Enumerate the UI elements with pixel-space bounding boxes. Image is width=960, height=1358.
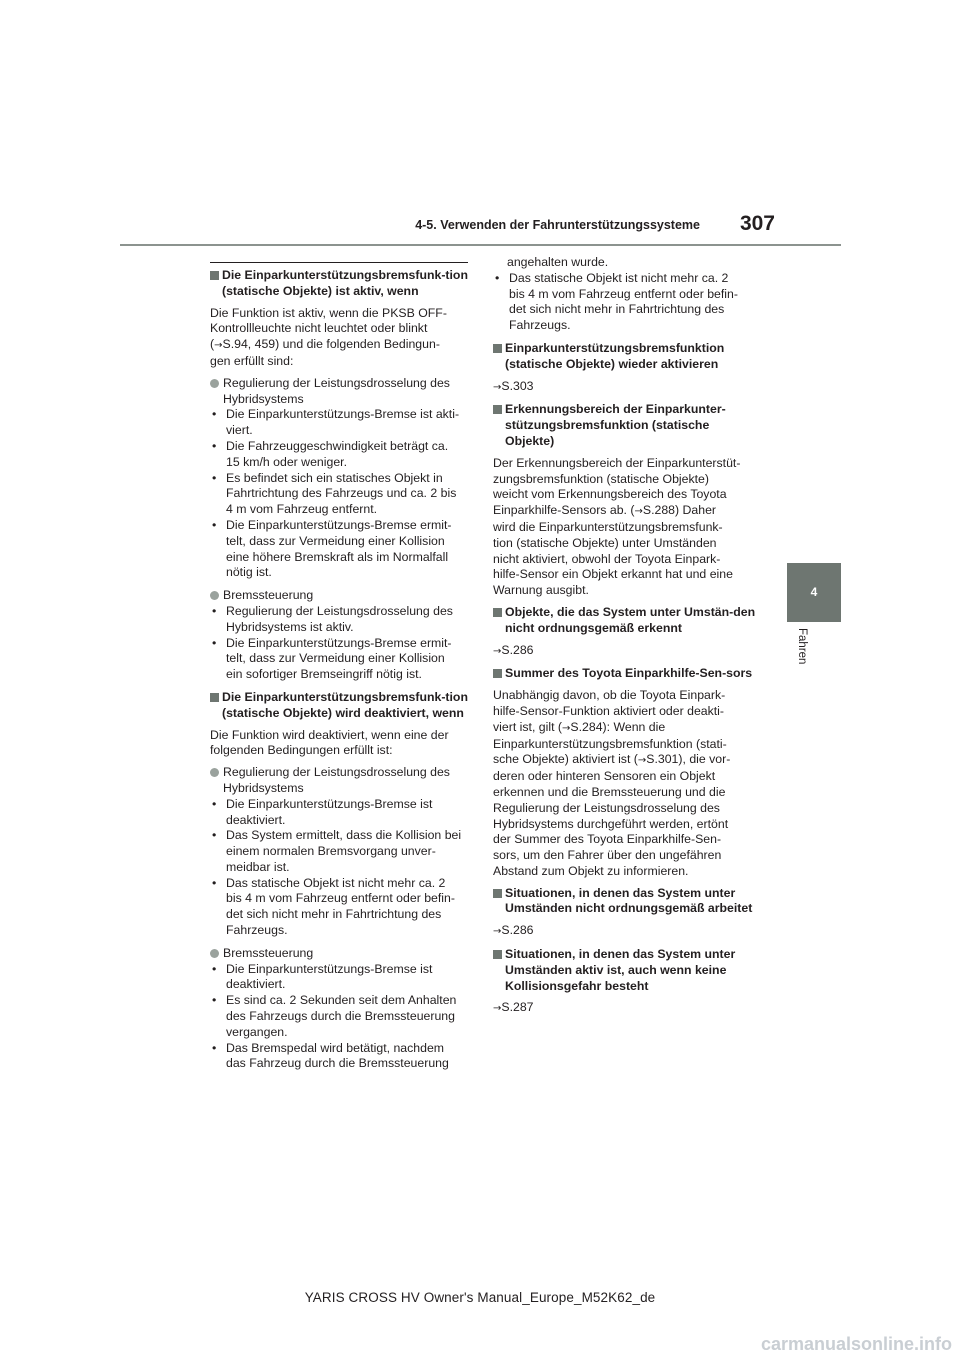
text-line: sors, um den Fahrer über den ungefähren	[493, 848, 722, 863]
condition-title	[223, 946, 313, 962]
text-line: Die Funktion wird deaktiviert, wenn eine der	[210, 727, 449, 742]
square-bullet-icon	[493, 341, 505, 373]
text-line: viert.	[226, 423, 253, 438]
circle-bullet-icon	[210, 946, 223, 962]
text-line: Die Einparkunterstützungs-Bremse ermit-	[226, 635, 452, 650]
footer-manual-id: YARIS CROSS HV Owner's Manual_Europe_M52K62_de	[304, 1290, 656, 1305]
bullet-item	[210, 993, 472, 1040]
text-line: tion (statische Objekte) unter Umständen	[493, 535, 717, 550]
text-line: weicht vom Erkennungsbereich des Toyota	[493, 487, 727, 502]
bullet-item	[210, 1041, 472, 1073]
text-line: Das Bremspedal wird betätigt, nachdem	[226, 1040, 445, 1055]
bullet-text	[226, 962, 432, 994]
bullet-list	[210, 407, 472, 581]
condition-title	[223, 765, 450, 797]
bullet-dot-icon: •	[212, 828, 217, 843]
text-line: das Fahrzeug durch die Bremssteuerung	[226, 1056, 449, 1071]
text-line: Der Erkennungsbereich der Einparkunterstüt-	[493, 455, 741, 470]
bullet-dot-icon: •	[212, 961, 217, 976]
text-line: Fahrzeugs.	[226, 923, 288, 938]
text-line: folgenden Bedingungen erfüllt ist:	[210, 743, 393, 758]
text-line: telt, dass zur Vermeidung einer Kollision	[226, 651, 445, 666]
text-line: Fahrtrichtung des Fahrzeugs und ca. 2 bis	[226, 486, 457, 501]
text-line: bis 4 m vom Fahrzeug entfernt oder befin-	[226, 891, 455, 906]
left-column	[210, 268, 472, 1072]
bullet-list	[210, 604, 472, 683]
text-line: 4 m vom Fahrzeug entfernt.	[226, 502, 378, 517]
heading-not-working	[493, 886, 757, 918]
text-line: angehalten wurde.	[507, 255, 609, 269]
chapter-tab: 4	[787, 563, 841, 622]
text-line: Das System ermittelt, dass die Kollision bei	[226, 828, 462, 843]
bullet-dot-icon: •	[212, 875, 217, 890]
bullet-dot-icon: •	[212, 635, 217, 650]
text-line: meidbar ist.	[226, 859, 290, 874]
square-bullet-icon	[210, 268, 222, 300]
text-line: Die Einparkunterstützungs-Bremse ist	[226, 796, 433, 811]
bullet-dot-icon: •	[212, 438, 217, 453]
bullet-text	[226, 993, 456, 1040]
bullet-dot-icon: •	[212, 1040, 217, 1055]
page-reference[interactable]: →S.303	[493, 378, 534, 393]
bullet-item	[493, 271, 757, 334]
text-line: hilfe-Sensor ein Objekt erkannt hat und eine	[493, 567, 733, 582]
right-column	[493, 255, 757, 1024]
bullet-text	[509, 271, 738, 334]
bullet-dot-icon: •	[212, 470, 217, 485]
header-divider	[120, 244, 841, 246]
bullet-dot-icon: •	[212, 796, 217, 811]
text-line: Es befindet sich ein statisches Objekt in	[226, 470, 443, 485]
condition-item	[210, 946, 472, 962]
bullet-text	[226, 1041, 449, 1073]
text-line: hilfe-Sensor-Funktion aktiviert oder deakti-	[493, 703, 725, 718]
text-line: des Fahrzeugs durch die Bremssteuerung	[226, 1009, 455, 1024]
text-line: erkennen und die Bremssteuerung und die	[493, 784, 726, 799]
page-number: 307	[739, 212, 775, 235]
text-line: vergangen.	[226, 1024, 288, 1039]
heading-text: Die Einparkunterstützungsbremsfunk-tion (statische Objekte) wird deaktiviert, wenn	[222, 689, 468, 720]
text-line: eine höhere Bremskraft als im Normalfall	[226, 549, 449, 564]
bullet-dot-icon: •	[212, 993, 217, 1008]
circle-bullet-icon	[210, 376, 223, 408]
watermark-logo: carmanualsonline.info	[760, 1334, 952, 1354]
text-line: Abstand zum Objekt zu informieren.	[493, 863, 689, 878]
text-line: Die Einparkunterstützungs-Bremse ist akti-	[226, 407, 460, 422]
page-reference[interactable]: →S.287	[493, 1000, 534, 1015]
bullet-dot-icon: •	[212, 603, 217, 618]
arrow-right-icon: →	[493, 926, 502, 938]
text-line: Einparkhilfe-Sensors ab. (→S.288) Daher	[493, 503, 717, 518]
condition-item	[210, 765, 472, 797]
square-bullet-icon	[493, 402, 505, 449]
text-line: Warnung ausgibt.	[493, 583, 589, 598]
text-line: sche Objekte) aktiviert ist (→S.301), die vor-	[493, 752, 731, 767]
condition-title	[223, 376, 450, 408]
text-line: nötig ist.	[226, 565, 272, 580]
intro-deactivated	[210, 728, 472, 760]
heading-text: Einparkunterstützungsbremsfunktion (statische Objekte) wieder aktivieren	[505, 340, 725, 371]
bullet-item	[210, 518, 472, 581]
text-line: telt, dass zur Vermeidung einer Kollision	[226, 533, 445, 548]
text-line: Die Einparkunterstützungs-Bremse ist	[226, 961, 433, 976]
heading-reactivate	[493, 341, 757, 373]
arrow-right-icon: →	[493, 381, 502, 393]
text-line: (→S.94, 459) und die folgenden Bedingun-	[210, 337, 440, 352]
section-header: 4-5. Verwenden der Fahrunterstützungssysteme	[415, 218, 700, 232]
text-line: Hybridsystems ist aktiv.	[226, 619, 354, 634]
square-bullet-icon	[493, 666, 505, 682]
bullet-item	[210, 471, 472, 518]
text-line: det sich nicht mehr in Fahrtrichtung des	[226, 907, 442, 922]
text-line: deren oder hinteren Sensoren ein Objekt	[493, 769, 716, 784]
text-line: Einparkunterstützungsbremsfunktion (stati-	[493, 736, 727, 751]
square-bullet-icon	[493, 605, 505, 637]
square-bullet-icon	[210, 690, 222, 722]
heading-text: Erkennungsbereich der Einparkunter-stützungsbremsfunktion (statische Objekte)	[505, 402, 726, 448]
text-line: der Summer des Toyota Einparkhilfe-Sen-	[493, 832, 722, 847]
arrow-right-icon: →	[637, 755, 647, 767]
heading-text: Situationen, in denen das System unter Umständen aktiv ist, auch wenn keine Kollisionsgefahr besteht	[505, 947, 736, 993]
column-rule	[210, 262, 468, 263]
bullet-item	[210, 876, 472, 939]
bullet-text	[226, 636, 452, 683]
square-bullet-icon	[493, 886, 505, 918]
text-line: Hybridsystems durchgeführt werden, ertönt	[493, 816, 729, 831]
heading-text: Situationen, in denen das System unter Umständen nicht ordnungsgemäß arbeitet	[505, 885, 753, 916]
heading-deactivated	[210, 690, 472, 722]
text-line: Bremssteuerung	[223, 588, 314, 603]
heading-active	[210, 268, 472, 300]
page-reference[interactable]: →S.286	[493, 923, 534, 938]
bullet-dot-icon: •	[495, 270, 500, 285]
text-line: 15 km/h oder weniger.	[226, 454, 347, 469]
bullet-text	[226, 797, 432, 829]
condition-item	[210, 588, 472, 604]
text-line: Regulierung der Leistungsdrosselung des	[493, 800, 720, 815]
text-line: viert ist, gilt (→S.284): Wenn die	[493, 719, 666, 734]
text-line: Hybridsystems	[223, 780, 304, 795]
chapter-label: Fahren	[796, 628, 808, 665]
square-bullet-icon	[493, 947, 505, 994]
bullet-item	[210, 797, 472, 829]
heading-objects	[493, 605, 757, 637]
bullet-text	[226, 518, 452, 581]
bullet-item	[210, 962, 472, 994]
text-line: bis 4 m vom Fahrzeug entfernt oder befin-	[509, 286, 738, 301]
text-line: Das statische Objekt ist nicht mehr ca. 2	[509, 270, 729, 285]
heading-text: Summer des Toyota Einparkhilfe-Sen-sors	[505, 666, 753, 681]
arrow-right-icon: →	[493, 645, 502, 657]
text-line: det sich nicht mehr in Fahrtrichtung des	[509, 302, 725, 317]
text-line: einem normalen Bremsvorgang unver-	[226, 844, 436, 859]
bullet-text	[226, 828, 461, 875]
text-line: Regulierung der Leistungsdrosselung des	[226, 603, 453, 618]
text-line: Kontrollleuchte nicht leuchtet oder blinkt	[210, 321, 428, 336]
text-line: Regulierung der Leistungsdrosselung des	[223, 375, 450, 390]
heading-buzzer	[493, 666, 757, 682]
text-line: Die Funktion ist aktiv, wenn die PKSB OFF-	[210, 305, 447, 320]
detection-text	[493, 456, 757, 599]
circle-bullet-icon	[210, 588, 223, 604]
arrow-right-icon: →	[634, 506, 643, 518]
text-line: gen erfüllt sind:	[210, 353, 294, 368]
bullet-item	[210, 439, 472, 471]
text-line: ein sofortiger Bremseingriff nötig ist.	[226, 667, 422, 682]
condition-item	[210, 376, 472, 408]
continued-text	[493, 255, 757, 271]
text-line: wird die Einparkunterstützungsbremsfunk-	[493, 519, 723, 534]
heading-text: Die Einparkunterstützungsbremsfunk-tion (statische Objekte) ist aktiv, wenn	[222, 268, 468, 298]
bullet-list	[210, 962, 472, 1073]
bullet-item	[210, 636, 472, 683]
buzzer-text	[493, 688, 757, 880]
text-line: Das statische Objekt ist nicht mehr ca. 2	[226, 875, 446, 890]
heading-no-risk	[493, 947, 757, 994]
circle-bullet-icon	[210, 765, 223, 797]
bullet-text	[226, 439, 448, 471]
text-line: Bremssteuerung	[223, 945, 314, 960]
bullet-text	[226, 407, 459, 439]
bullet-text	[226, 604, 453, 636]
bullet-item	[210, 604, 472, 636]
text-line: nicht aktiviert, obwohl der Toyota Einpark-	[493, 551, 721, 566]
bullet-text	[226, 876, 455, 939]
text-line: Unabhängig davon, ob die Toyota Einpark-	[493, 688, 726, 703]
text-line: deaktiviert.	[226, 977, 286, 992]
text-line: deaktiviert.	[226, 812, 286, 827]
condition-title	[223, 588, 313, 604]
arrow-right-icon: →	[562, 722, 571, 734]
bullet-dot-icon: •	[212, 407, 217, 422]
bullet-item	[210, 407, 472, 439]
text-line: Regulierung der Leistungsdrosselung des	[223, 765, 450, 780]
bullet-item	[210, 828, 472, 875]
heading-text: Objekte, die das System unter Umstän-den nicht ordnungsgemäß erkennt	[505, 604, 756, 635]
bullet-text	[226, 471, 456, 518]
arrow-right-icon: →	[214, 340, 223, 352]
text-line: Die Einparkunterstützungs-Bremse ermit-	[226, 517, 452, 532]
text-line: zungsbremsfunktion (statische Objekte)	[493, 471, 709, 486]
bullet-dot-icon: •	[212, 517, 217, 532]
intro-active	[210, 306, 472, 370]
bullet-list	[210, 797, 472, 939]
text-line: Die Fahrzeuggeschwindigkeit beträgt ca.	[226, 438, 449, 453]
arrow-right-icon: →	[493, 1003, 502, 1015]
bullet-list	[493, 271, 757, 334]
heading-detection	[493, 402, 757, 449]
text-line: Hybridsystems	[223, 391, 304, 406]
page-reference[interactable]: →S.286	[493, 642, 534, 657]
text-line: Es sind ca. 2 Sekunden seit dem Anhalten	[226, 993, 457, 1008]
text-line: Fahrzeugs.	[509, 318, 571, 333]
